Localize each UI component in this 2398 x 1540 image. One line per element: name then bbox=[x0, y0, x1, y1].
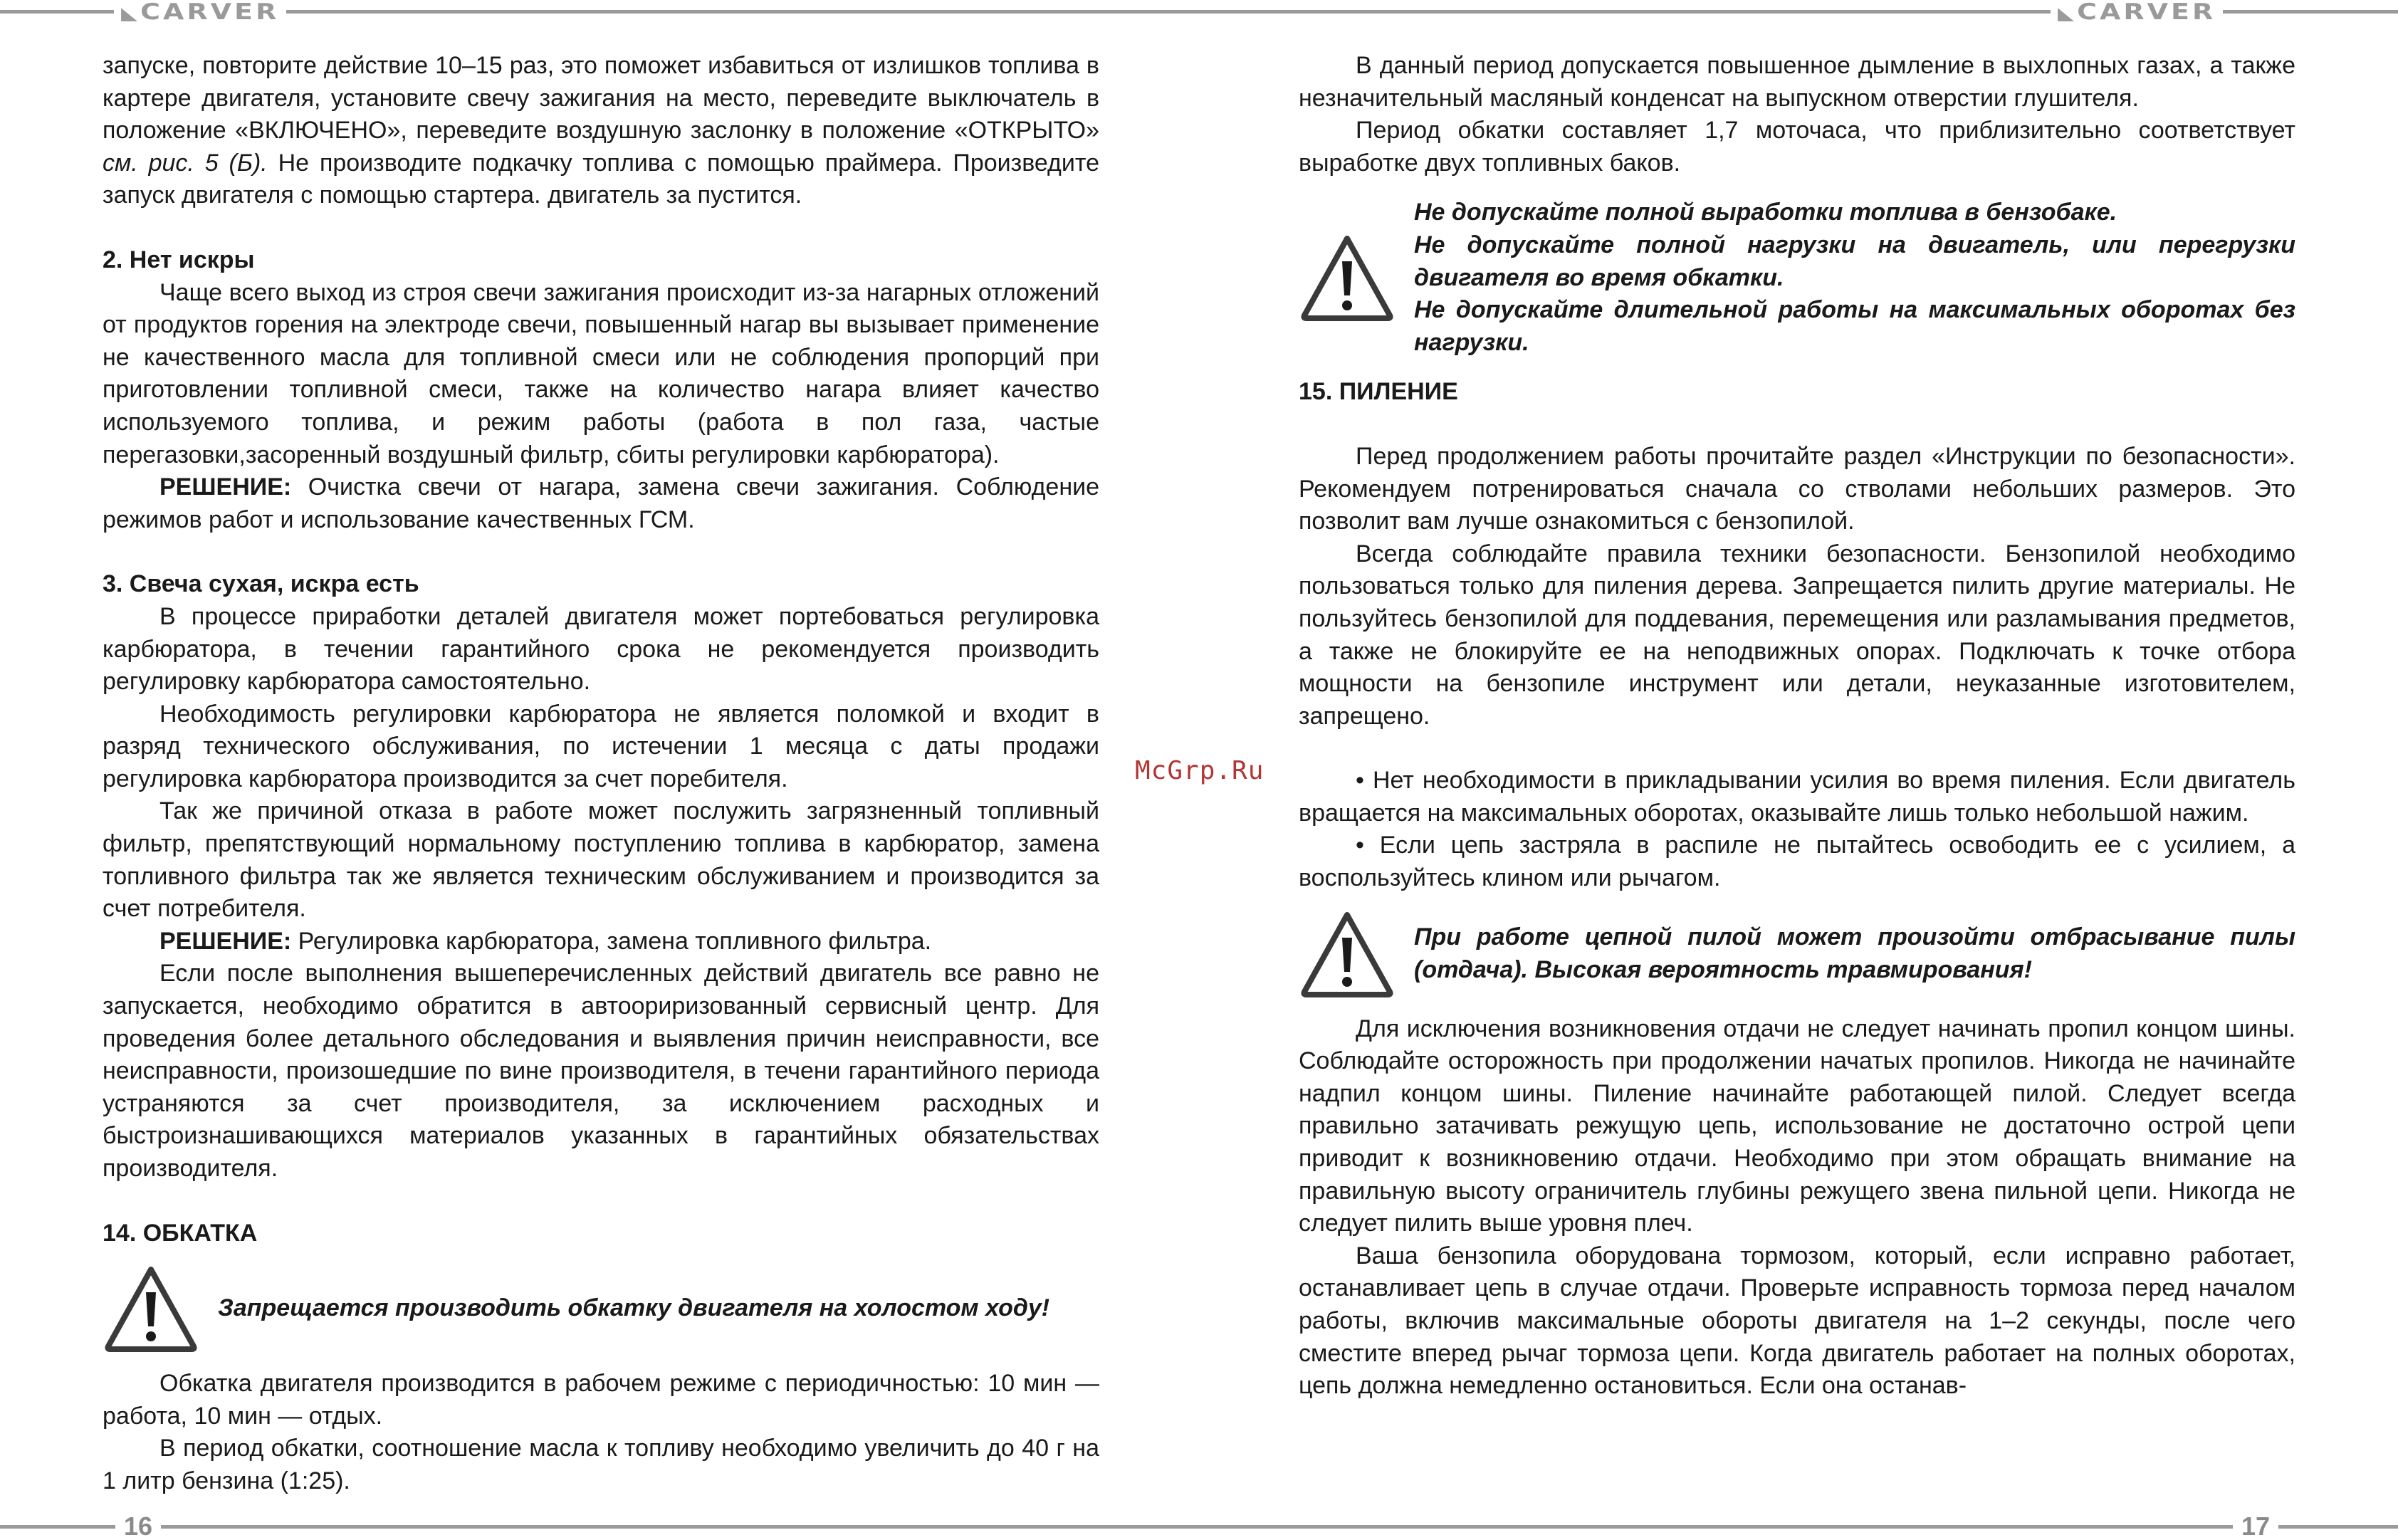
paragraph: В период обкатки, соотношение масла к топливу необходимо увеличить до 40 г на 1 литр бензина (1:25). bbox=[103, 1435, 1099, 1494]
paragraph: Для исключения возникновения отдачи не следует начинать пропил концом шины. Соблюдайте осторожность при продолжении начатых пропилов. Никогда не начинайте надпил концом шины. Пиление начинайте работающей пилой. Следует всегда правильно затачивать режущую цепь, использование не достаточно острой цепи приводит к возникновению отдачи. Необходимо при этом обращать внимание на правильную высоту ограничитель глубины режущего звена пильной цепи. Никогда не следует пилить выше уровня плеч. bbox=[1299, 1015, 2295, 1237]
solution-label: РЕШЕНИЕ: bbox=[159, 927, 292, 955]
paragraph: Чаще всего выход из строя свечи зажигания происходит из-за нагарных отложений от продуктов горения на электроде свечи, повышенный нагар вы вызывает применение не качественного масла для топливной смеси или не соблюдения пропорций при приготовлении топливной смеси, также на количество нагара влияет качество используемого топлива, и режим работы (работа в пол газа, частые перегазовки,засоренный воздушный фильтр, сбиты регулировки карбюратора). bbox=[103, 278, 1099, 468]
figure-reference: см. рис. 5 (Б). bbox=[103, 149, 268, 177]
paragraph: Всегда соблюдайте правила техники безопасности. Бензопилой необходимо пользоваться только для пиления дерева. Запрещается пилить другие материалы. Не пользуйтесь бензопилой для поддевания, перемещения или разламывания предметов, а также не блокируйте ее на неподвижных опорах. Подключать к точке отбора мощности на бензопиле инструмент или детали, неуказанные изготовителем, запрещено. bbox=[1299, 540, 2295, 730]
paragraph: В процессе приработки деталей двигателя может портебоваться регулировка карбюратора, в течении гарантийного срока не рекомендуется производить регулировку карбюратора самостоятельно. bbox=[103, 602, 1099, 696]
warning-triangle-icon bbox=[1299, 909, 1396, 999]
watermark: McGrp.Ru bbox=[1135, 756, 1265, 785]
paragraph: В данный период допускается повышенное дымление в выхлопных газах, а также незначительный масляный конденсат на выпускном отверстии глушителя. bbox=[1299, 52, 2295, 112]
warning-text: Не допускайте полной выработки топлива в бензобаке. Не допускайте полной нагрузки на двигатель, или перегрузки двигателя во время обкатки. Не допускайте длительной работы на максимальных оборотах без нагрузки. bbox=[1414, 199, 2295, 356]
solution-label: РЕШЕНИЕ: bbox=[159, 473, 292, 501]
paragraph: Перед продолжением работы прочитайте раздел «Инструкции по безопасности». Рекомендуем потренироваться сначала со стволами небольших размеров. Это позволит вам лучше ознакомиться с бензопилой. bbox=[1299, 442, 2295, 535]
brand-logo: ◣CARVER bbox=[2051, 0, 2223, 27]
paragraph: Ваша бензопила оборудована тормозом, который, если исправно работает, останавливает цепь в случае отдачи. Проверьте исправность тормоза перед началом работы, включив максимальные обороты двигателя на 1–2 секунды, после чего сместите вперед рычаг тормоза цепи. Когда двигатель работает на полных оборотах, цепь должна немедленно остановиться. Если она останав- bbox=[1299, 1242, 2295, 1400]
section-heading: 14. ОБКАТКА bbox=[103, 1219, 258, 1247]
paragraph: РЕШЕНИЕ: Регулировка карбюратора, замена топливного фильтра. bbox=[159, 927, 932, 955]
paragraph: Если после выполнения вышеперечисленных действий двигатель все равно не запускается, необходимо обратится в автоориризованный сервисный центр. Для проведения более детального обследования и выявления причин неисправности, все неисправности, произошедшие по вине производителя, в течени гарантийного периода устраняются за счет производителя, за исключением расходных и быстроизнашивающихся материалов указанных в гарантийных обязательствах производителя. bbox=[103, 960, 1099, 1182]
footer-rule bbox=[0, 1525, 1199, 1529]
warning-block bbox=[1299, 197, 2295, 359]
paragraph: запуске, повторите действие 10–15 раз, это поможет избавиться от излишков топлива в картере двигателя, установите свечу зажигания на место, переведите выключатель в положение «ВКЛЮЧЕНО», переведите воздушную заслонку в положение «ОТКРЫТО» см. рис. 5 (Б). Не производите подкачку топлива с помощью праймера. Произведите запуск двигателя с помощью стартера. двигатель за пустится. bbox=[103, 52, 1099, 209]
section-heading: 2. Нет искры bbox=[103, 246, 255, 273]
warning-text: При работе цепной пилой может произойти отбрасывание пилы (отдача). Высокая вероятность травмирования! bbox=[1414, 923, 2295, 983]
paragraph: РЕШЕНИЕ: Очистка свечи от нагара, замена свечи зажигания. Соблюдение режимов работ и использование качественных ГСМ. bbox=[103, 473, 1100, 533]
paragraph: Так же причиной отказа в работе может послужить загрязненный топливный фильтр, препятствующий нормальному поступлению топлива в карбюратор, замена топливного фильтра так же является техническим обслуживанием и производится за счет потребителя. bbox=[103, 797, 1099, 923]
warning-triangle-icon bbox=[103, 1264, 199, 1353]
bullet-item: • Если цепь застряла в распиле не пытайтесь освободить ее с усилием, а воспользуйтесь клином или рычагом. bbox=[1299, 832, 2295, 892]
warning-block bbox=[103, 1264, 1099, 1353]
warning-text: Запрещается производить обкатку двигателя на холостом ходу! bbox=[218, 1294, 1050, 1322]
paragraph: Период обкатки составляет 1,7 моточаса, что приблизительно соответствует выработке двух топливных баков. bbox=[1299, 117, 2295, 177]
section-heading: 15. ПИЛЕНИЕ bbox=[1299, 378, 1458, 406]
page-right bbox=[1199, 0, 2398, 1540]
left-text-column bbox=[103, 50, 1099, 1498]
section-heading: 3. Свеча сухая, искра есть bbox=[103, 570, 419, 598]
paragraph: Необходимость регулировки карбюратора не является поломкой и входит в разряд технического обслуживания, по истечении 1 месяца с даты продажи регулировка карбюратора производится за счет поребителя. bbox=[103, 700, 1099, 792]
bullet-item: • Нет необходимости в прикладывании усилия во время пиления. Если двигатель вращается на максимальных оборотах, оказывайте лишь только небольшой нажим. bbox=[1299, 767, 2295, 827]
warning-block bbox=[1299, 909, 2295, 999]
brand-logo: ◣CARVER bbox=[114, 0, 286, 27]
page-number: 17 bbox=[2233, 1512, 2278, 1540]
footer-rule bbox=[1199, 1525, 2398, 1529]
page-number: 16 bbox=[115, 1512, 161, 1540]
right-text-column bbox=[1299, 50, 2295, 1403]
paragraph: Обкатка двигателя производится в рабочем режиме с периодичностью: 10 мин — работа, 10 мин — отдых. bbox=[103, 1370, 1099, 1430]
warning-triangle-icon bbox=[1299, 233, 1396, 323]
